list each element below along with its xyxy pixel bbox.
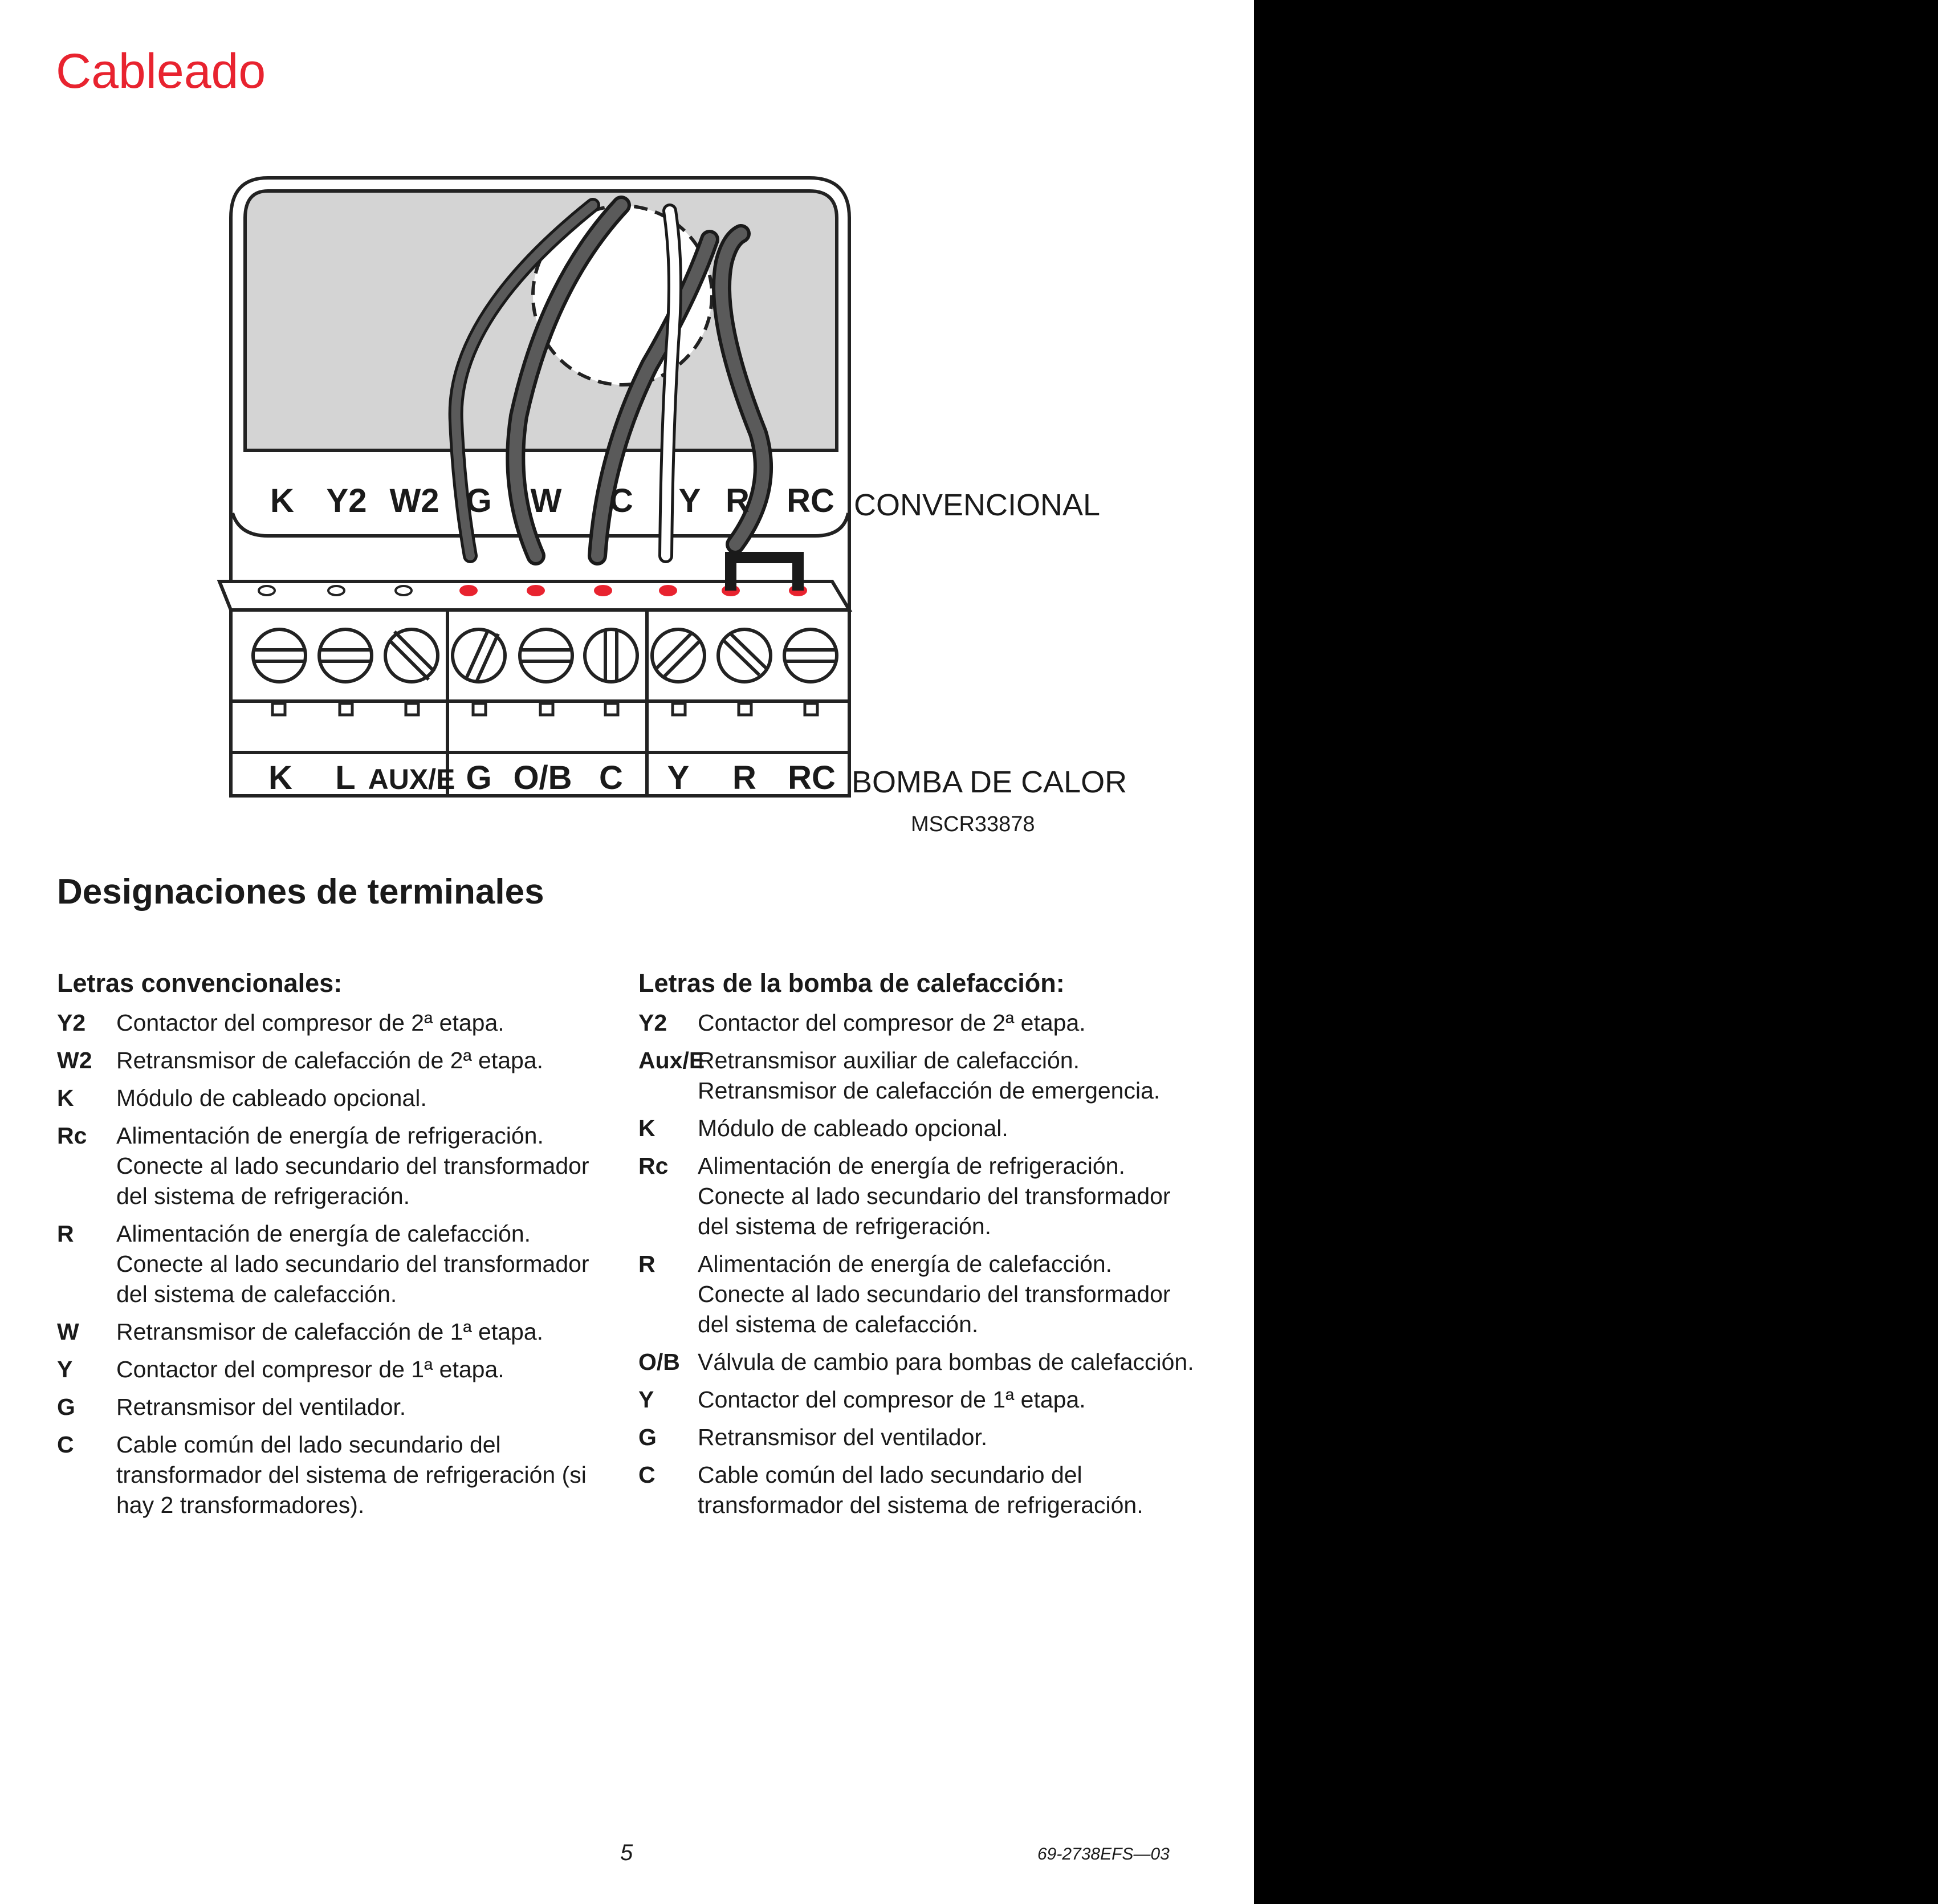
terminal-desc: Retransmisor de calefacción de 1ª etapa. (116, 1318, 544, 1345)
terminal-code: Y2 (638, 1009, 667, 1036)
list-item (57, 1083, 616, 1113)
top-terminal-rc: RC (787, 482, 834, 519)
top-terminal-y2: Y2 (326, 482, 367, 519)
terminal-desc: Válvula de cambio para bombas de calefacción. (698, 1348, 1194, 1375)
list-item (57, 1008, 616, 1038)
list-item (57, 1121, 616, 1211)
terminal-code: R (638, 1250, 656, 1277)
list-item (57, 1392, 616, 1422)
bottom-terminal-labels (268, 759, 836, 796)
terminal-code: O/B (638, 1348, 680, 1375)
list-item (57, 1430, 616, 1520)
dot-c (594, 585, 612, 596)
list-item (638, 1151, 1197, 1242)
terminal-code: Rc (638, 1152, 669, 1179)
list-item (57, 1045, 616, 1076)
screw-c (585, 629, 637, 682)
screw-w2 (385, 629, 438, 682)
terminal-desc: Retransmisor de calefacción de 2ª etapa. (116, 1047, 544, 1073)
top-terminal-g: G (466, 482, 492, 519)
terminal-code: C (57, 1431, 74, 1458)
conventional-heading: Letras convencionales: (57, 969, 343, 998)
screw-w (520, 629, 572, 682)
list-item (638, 1045, 1197, 1106)
bottom-terminal-l: L (335, 759, 356, 796)
terminal-desc: Cable común del lado secundario del transformador del sistema de refrigeración (si hay 2 transformadores). (116, 1431, 587, 1518)
dot-g (459, 585, 478, 596)
screw-r (718, 629, 771, 682)
terminal-desc: Módulo de cableado opcional. (116, 1084, 427, 1111)
list-item (57, 1219, 616, 1309)
list-item (57, 1317, 616, 1347)
terminal-desc: Retransmisor auxiliar de calefacción. Retransmisor de calefacción de emergencia. (698, 1047, 1161, 1104)
terminal-code: Y2 (57, 1009, 86, 1036)
list-item (57, 1354, 616, 1385)
terminal-desc: Retransmisor del ventilador. (698, 1423, 988, 1450)
dot-w (527, 585, 545, 596)
list-item (638, 1385, 1197, 1415)
bottom-terminal-k: K (268, 759, 292, 796)
terminal-desc: Alimentación de energía de refrigeración. Conecte al lado secundario del transformador del sistema de refrigeración. (698, 1152, 1171, 1239)
bottom-terminal-ob: O/B (513, 759, 572, 796)
top-terminal-r: R (726, 482, 750, 519)
dot-y (659, 585, 677, 596)
list-item (638, 1008, 1197, 1038)
list-item (638, 1113, 1197, 1144)
screw-y (652, 629, 705, 682)
bottom-terminal-y: Y (667, 759, 690, 796)
bottom-terminal-g: G (466, 759, 492, 796)
terminal-desc: Alimentación de energía de refrigeración. Conecte al lado secundario del transformador del sistema de refrigeración. (116, 1122, 589, 1209)
top-terminal-k: K (270, 482, 294, 519)
terminal-desc: Cable común del lado secundario del transformador del sistema de refrigeración. (698, 1461, 1143, 1518)
heat-pump-column (638, 969, 1197, 1528)
terminal-desc: Módulo de cableado opcional. (698, 1114, 1008, 1141)
list-item (638, 1422, 1197, 1453)
terminal-desc: Retransmisor del ventilador. (116, 1393, 406, 1420)
terminal-code: Y (57, 1356, 73, 1382)
top-terminal-y: Y (678, 482, 701, 519)
top-terminal-w2: W2 (389, 482, 439, 519)
bottom-terminal-r: R (732, 759, 756, 796)
screw-g (453, 629, 505, 682)
terminal-desc: Alimentación de energía de calefacción. Conecte al lado secundario del transformador del sistema de calefacción. (116, 1220, 589, 1307)
terminal-desc: Contactor del compresor de 2ª etapa. (698, 1009, 1086, 1036)
list-item (638, 1347, 1197, 1377)
top-terminal-w: W (530, 482, 562, 519)
bottom-terminal-rc: RC (788, 759, 836, 796)
terminal-code: W2 (57, 1047, 92, 1073)
terminal-code: Aux/E (638, 1047, 705, 1073)
screw-k (253, 629, 306, 682)
screws (253, 629, 837, 682)
terminal-desc: Contactor del compresor de 1ª etapa. (116, 1356, 504, 1382)
terminal-desc: Contactor del compresor de 2ª etapa. (116, 1009, 504, 1036)
conventional-label: CONVENCIONAL (854, 488, 1101, 522)
terminal-code: Y (638, 1386, 654, 1413)
figure-id: MSCR33878 (911, 812, 1035, 836)
screw-y2 (319, 629, 372, 682)
list-item (638, 1460, 1197, 1520)
terminal-code: Rc (57, 1122, 87, 1149)
page-number: 5 (620, 1840, 633, 1865)
terminal-code: G (57, 1393, 75, 1420)
terminal-code: R (57, 1220, 74, 1247)
terminal-code: C (638, 1461, 656, 1488)
heat-pump-heading: Letras de la bomba de calefacción: (638, 969, 1065, 998)
heat-pump-label: BOMBA DE CALOR (852, 765, 1127, 799)
terminal-code: W (57, 1318, 79, 1345)
wiring-diagram (0, 0, 1254, 866)
black-margin-band (1254, 0, 1938, 1904)
terminal-desc: Alimentación de energía de calefacción. Conecte al lado secundario del transformador del sistema de calefacción. (698, 1250, 1171, 1337)
bottom-terminal-aux-e: AUX/E (368, 763, 455, 795)
section-title: Designaciones de terminales (57, 872, 544, 912)
terminal-code: K (638, 1114, 656, 1141)
terminal-code: G (638, 1423, 657, 1450)
list-item (638, 1249, 1197, 1340)
document-id: 69-2738EFS—03 (1037, 1845, 1170, 1864)
conventional-column (57, 969, 616, 1528)
bottom-terminal-c: C (599, 759, 623, 796)
screw-rc (784, 629, 837, 682)
terminal-code: K (57, 1084, 74, 1111)
terminal-desc: Contactor del compresor de 1ª etapa. (698, 1386, 1086, 1413)
top-terminal-c: C (609, 482, 633, 519)
page-title: Cableado (56, 44, 266, 99)
